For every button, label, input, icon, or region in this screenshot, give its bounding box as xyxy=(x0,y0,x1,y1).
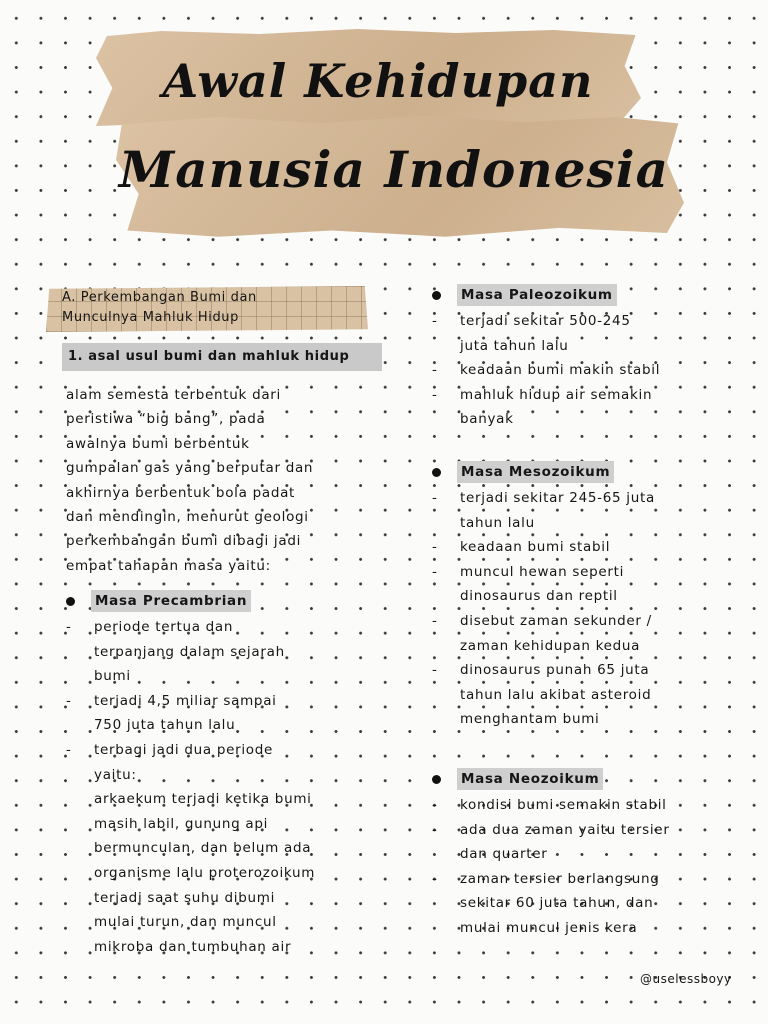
bullet-dot-icon xyxy=(66,597,75,606)
bullet-dot-icon xyxy=(432,468,441,477)
list-item: masih labil, gunung api xyxy=(94,815,269,832)
list-item: yaitu: xyxy=(94,766,137,783)
intro-line: dan mendingin, menurut geologi xyxy=(66,509,309,526)
neozoikum-list xyxy=(432,793,750,941)
intro-line: alam semesta terbentuk dari xyxy=(66,387,282,403)
intro-line: perkembangan bumi dibagi jadi xyxy=(66,533,302,550)
intro-paragraph xyxy=(66,383,376,578)
paleozoikum-title: Masa Paleozoikum xyxy=(457,284,617,306)
list-item: - terjadi sekitar 245-65 juta xyxy=(432,486,750,511)
section-precambrian xyxy=(66,589,378,959)
author-credit: @uselessboyy xyxy=(640,972,732,986)
intro-line: akhirnya berbentuk bola padat xyxy=(66,484,296,501)
precambrian-title: Masa Precambrian xyxy=(91,590,251,612)
section-a-heading-line1: A. Perkembangan Bumi dan xyxy=(62,290,257,305)
mesozoikum-title: Masa Mesozoikum xyxy=(457,461,614,483)
list-item: - ada dua zaman yaitu tersier xyxy=(432,818,750,843)
list-item: bumi xyxy=(94,668,131,685)
precambrian-list xyxy=(66,615,378,959)
list-item: - keadaan bumi stabil xyxy=(432,535,750,560)
list-item: - disebut zaman sekunder / xyxy=(432,609,750,634)
list-item: juta tahun lalu xyxy=(460,337,569,354)
list-item: dinosaurus dan reptil xyxy=(460,588,618,605)
list-item: - muncul hewan seperti xyxy=(432,560,750,585)
section-neozoikum xyxy=(432,767,750,941)
intro-line: awalnya bumi berbentuk xyxy=(66,435,250,452)
bullet-dot-icon xyxy=(432,291,441,300)
intro-line: empat tahapan masa yaitu: xyxy=(66,557,271,574)
list-item: organisme lalu proterozoikum xyxy=(94,864,316,881)
list-item: - kondisi bumi semakin stabil xyxy=(432,793,750,818)
list-item: terjadi saat suhu dibumi xyxy=(94,889,276,906)
subsection-1-heading: 1. asal usul bumi dan mahluk hidup xyxy=(62,343,382,371)
list-item: mulai turun, dan muncul xyxy=(94,914,277,931)
paleozoikum-list xyxy=(432,309,744,432)
section-a-heading xyxy=(62,288,362,328)
list-item: banyak xyxy=(460,411,514,428)
list-item: sekitar 60 juta tahun, dan xyxy=(460,895,654,912)
list-item: - terbagi jadi dua periode xyxy=(66,738,378,763)
bullet-dot-icon xyxy=(432,775,441,784)
list-item: tahun lalu xyxy=(460,514,535,531)
intro-line: gumpalan gas yang berputar dan xyxy=(66,460,314,477)
list-item: terpanjang dalam sejarah xyxy=(94,643,285,660)
list-item: 750 juta tahun lalu xyxy=(94,717,236,734)
intro-line: peristiwa “big bang”, pada xyxy=(66,411,266,428)
page-title-line2: Manusia Indonesia xyxy=(118,140,670,199)
list-item: - periode tertua dan xyxy=(66,615,378,640)
section-paleozoikum xyxy=(432,283,744,432)
list-item: mikroba dan tumbuhan air xyxy=(94,938,292,955)
list-item: zaman kehidupan kedua xyxy=(460,637,641,654)
list-item: menghantam bumi xyxy=(460,711,600,728)
mesozoikum-list xyxy=(432,486,750,732)
section-mesozoikum xyxy=(432,460,750,732)
list-item: - zaman tersier berlangsung xyxy=(432,867,750,892)
list-item: tahun lalu akibat asteroid xyxy=(460,686,652,703)
list-item: - terjadi sekitar 500-245 xyxy=(432,309,744,334)
list-item: - mahluk hidup air semakin xyxy=(432,383,744,408)
neozoikum-title: Masa Neozoikum xyxy=(457,768,603,790)
section-a-heading-line2: Munculnya Mahluk Hidup xyxy=(62,310,239,325)
list-item: arkaekum terjadi ketika bumi xyxy=(94,791,312,808)
list-item: mulai muncul jenis kera xyxy=(460,919,638,936)
list-item: - keadaan bumi makin stabil xyxy=(432,358,744,383)
page-title-line1: Awal Kehidupan xyxy=(162,54,594,108)
list-item: bermunculan, dan belum ada xyxy=(94,840,312,857)
list-item: - terjadi 4,5 miliar sampai xyxy=(66,689,378,714)
list-item: dan quarter xyxy=(460,846,548,863)
list-item: - dinosaurus punah 65 juta xyxy=(432,658,750,683)
